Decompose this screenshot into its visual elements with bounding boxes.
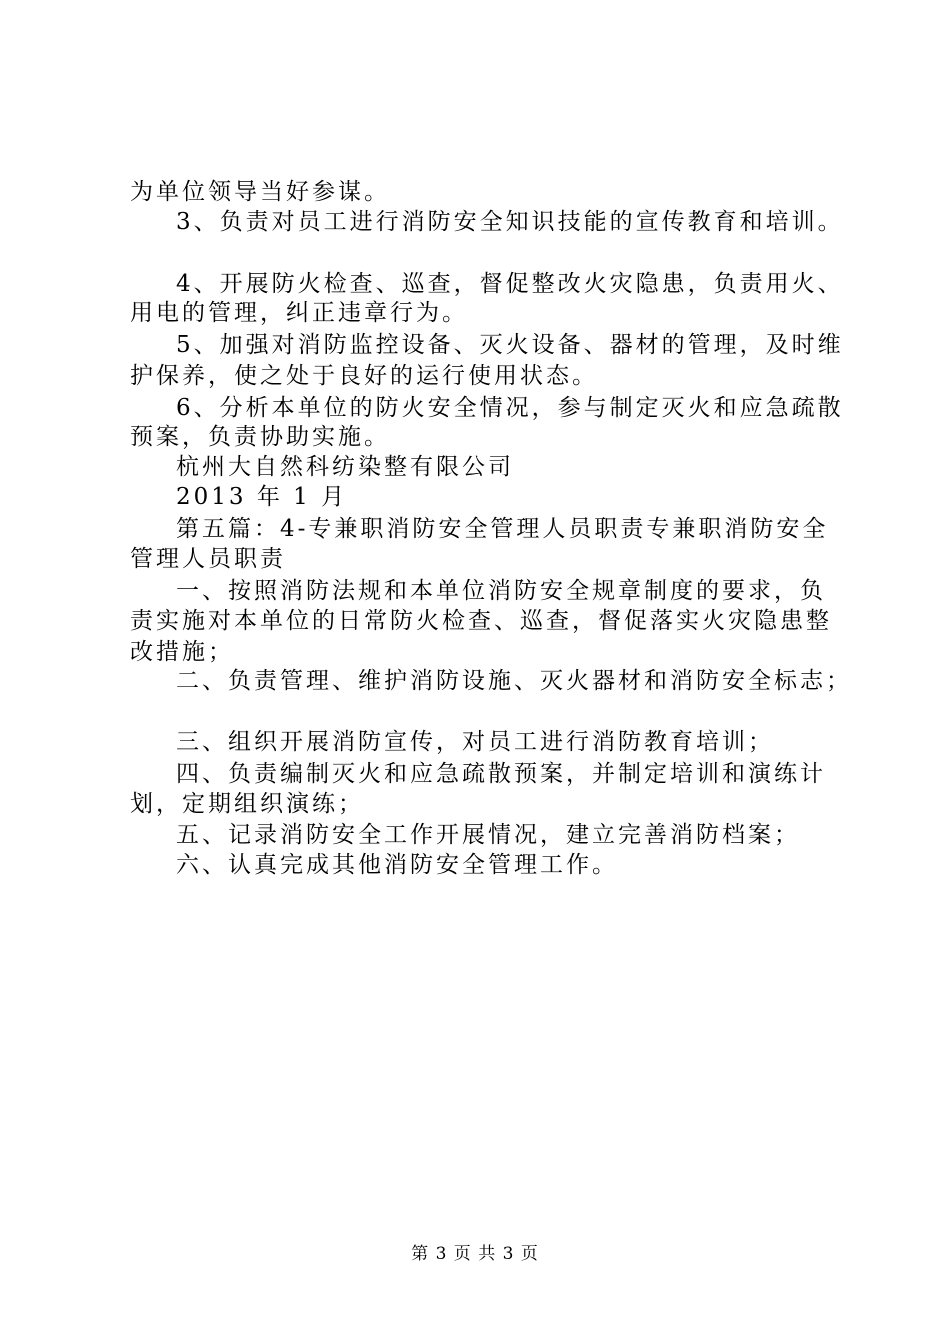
text-line: 5、加强对消防监控设备、灭火设备、器材的管理，及时维: [176, 332, 844, 358]
text-line: 为单位领导当好参谋。: [130, 179, 390, 205]
section-heading-cont: 管理人员职责: [130, 546, 286, 572]
text-line: 6、分析本单位的防火安全情况，参与制定灭火和应急疏散: [176, 395, 844, 421]
section-heading: 第五篇：4-专兼职消防安全管理人员职责专兼职消防安全: [176, 516, 829, 542]
text-line: 三、组织开展消防宣传，对员工进行消防教育培训；: [176, 729, 774, 755]
text-line: 用电的管理，纠正违章行为。: [130, 300, 468, 326]
text-line: 五、记录消防安全工作开展情况，建立完善消防档案；: [176, 822, 800, 848]
text-line: 二、负责管理、维护消防设施、灭火器材和消防安全标志；: [176, 668, 852, 694]
page-number-footer: 第 3 页 共 3 页: [411, 1244, 539, 1264]
text-line: 预案，负责协助实施。: [130, 424, 390, 450]
text-line: 责实施对本单位的日常防火检查、巡查，督促落实火灾隐患整: [130, 608, 832, 634]
text-line: 4、开展防火检查、巡查，督促整改火灾隐患，负责用火、: [176, 271, 844, 297]
document-date: 2013 年 1 月: [176, 484, 348, 510]
company-name: 杭州大自然科纺染整有限公司: [176, 454, 514, 480]
text-line: 3、负责对员工进行消防安全知识技能的宣传教育和培训。: [176, 209, 844, 235]
text-line: 四、负责编制灭火和应急疏散预案，并制定培训和演练计: [176, 761, 826, 787]
text-line: 划，定期组织演练；: [130, 791, 364, 817]
text-line: 六、认真完成其他消防安全管理工作。: [176, 852, 618, 878]
text-line: 一、按照消防法规和本单位消防安全规章制度的要求，负: [176, 578, 826, 604]
text-line: 改措施；: [130, 639, 234, 665]
text-line: 护保养，使之处于良好的运行使用状态。: [130, 363, 598, 389]
